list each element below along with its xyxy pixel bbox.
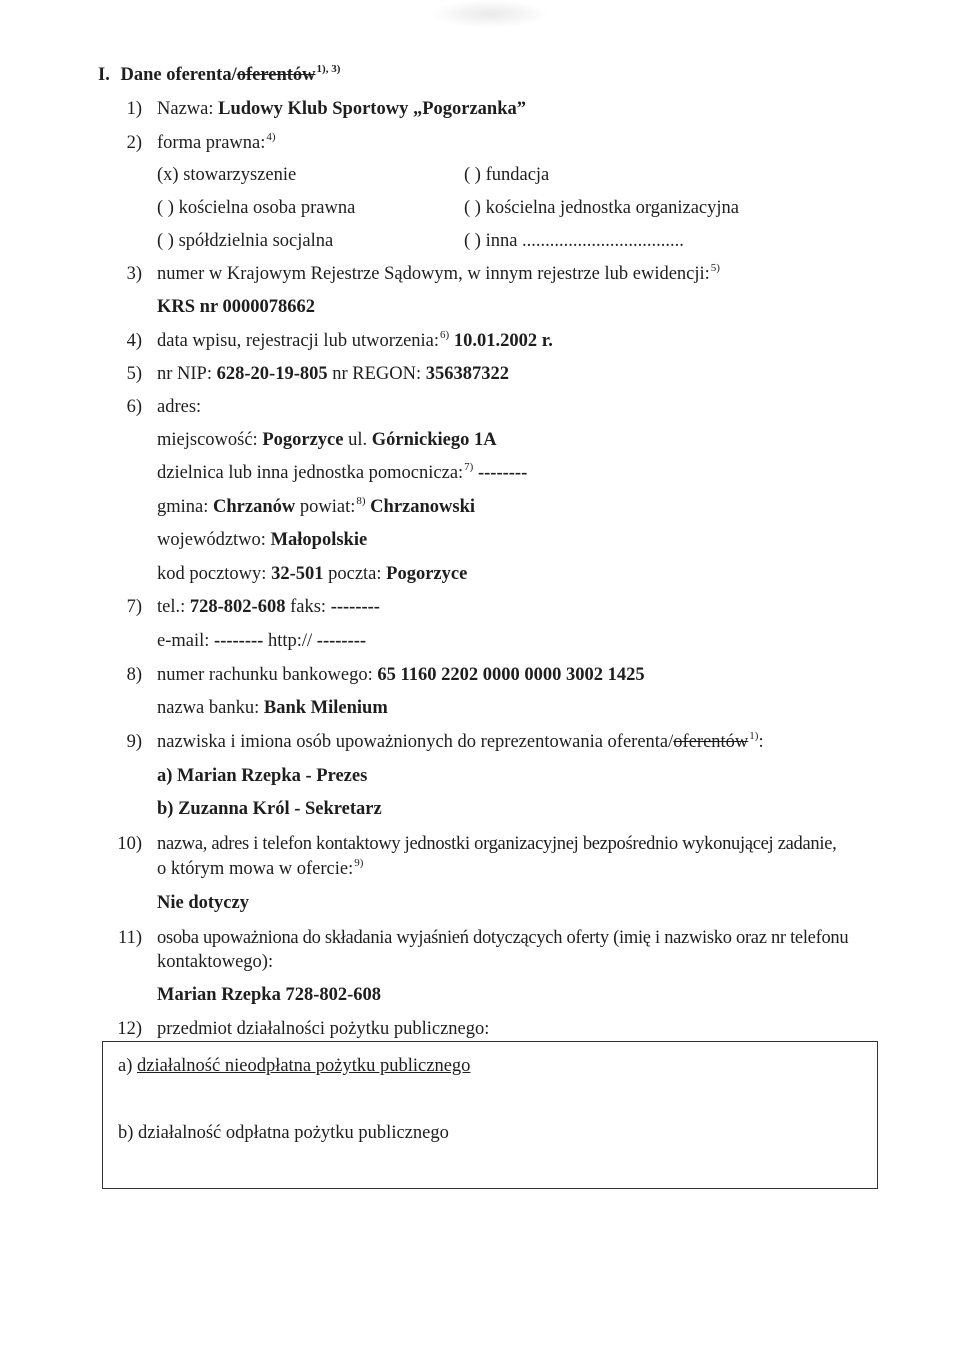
regon-label: nr REGON:	[327, 364, 426, 384]
section-footnote: 1), 3)	[316, 63, 341, 75]
website-label: http://	[263, 631, 317, 651]
item-7-email-line	[157, 632, 366, 651]
contact-person-label-line1: osoba upoważniona do składania wyjaśnień dotyczących oferty (imię i nazwisko oraz nr telefonu	[157, 928, 849, 948]
item-12-number: 12)	[117, 1019, 142, 1039]
registry-footnote: 5)	[710, 262, 720, 274]
voivodeship-label: województwo:	[157, 530, 271, 550]
organization-name: Ludowy Klub Sportowy „Pogorzanka”	[218, 99, 526, 119]
registration-date-label: data wpisu, rejestracji lub utworzenia:	[157, 331, 440, 351]
option-church-legal-person: ( ) kościelna osoba prawna	[157, 198, 356, 218]
bank-account-value: 65 1160 2202 0000 0000 3002 1425	[377, 665, 645, 685]
section-title-struck: oferentów	[236, 65, 316, 85]
executing-unit-footnote: 9)	[354, 857, 364, 869]
executing-unit-value: Nie dotyczy	[157, 893, 249, 913]
krs-number: KRS nr 0000078662	[157, 297, 315, 317]
street-label: ul.	[343, 430, 372, 450]
public-benefit-label: przedmiot działalności pożytku publicznego:	[157, 1019, 490, 1039]
address-commune-line	[157, 495, 476, 517]
fax-label: faks:	[285, 597, 331, 617]
item-4	[157, 329, 553, 351]
county-value: Chrzanowski	[365, 497, 476, 517]
paid-activity-line: b) działalność odpłatna pożytku publicznego	[118, 1123, 449, 1143]
registry-label: numer w Krajowym Rejestrze Sądowym, w innym rejestrze lub ewidencji:	[157, 264, 710, 284]
item-2-number: 2)	[126, 133, 142, 153]
bank-account-label: numer rachunku bankowego:	[157, 665, 378, 685]
item-6-number: 6)	[126, 397, 142, 417]
town-value: Pogorzyce	[262, 430, 344, 450]
address-voivodeship-line	[157, 531, 367, 550]
street-value: Górnickiego 1A	[371, 430, 497, 450]
email-label: e-mail:	[157, 631, 215, 651]
representatives-colon: :	[758, 732, 764, 752]
item-3-number: 3)	[126, 264, 142, 284]
representative-b: b) Zuzanna Król - Sekretarz	[157, 799, 382, 819]
option-other: ( ) inna ...................................	[464, 231, 684, 251]
item-7-phone-line	[157, 598, 380, 617]
name-label: Nazwa:	[157, 99, 219, 119]
phone-value: 728-802-608	[189, 597, 286, 617]
bank-name-value: Bank Milenium	[263, 698, 388, 718]
item-5	[157, 365, 509, 384]
executing-unit-label-line1: nazwa, adres i telefon kontaktowy jednostki organizacyjnej bezpośrednio wykonującej zadanie,	[157, 834, 837, 854]
commune-label: gmina:	[157, 497, 214, 517]
address-postal-line	[157, 565, 467, 584]
address-town-line	[157, 431, 497, 450]
unpaid-activity-text: działalność nieodpłatna pożytku publicznego	[137, 1056, 471, 1076]
legal-form-label: forma prawna:	[157, 133, 266, 153]
address-label: adres:	[157, 397, 202, 417]
website-value: --------	[316, 631, 367, 651]
county-footnote: 8)	[356, 495, 366, 507]
item-8	[157, 666, 645, 685]
postal-code-label: kod pocztowy:	[157, 564, 272, 584]
item-10-number: 10)	[117, 834, 142, 854]
registration-date: 10.01.2002 r.	[453, 331, 553, 351]
section-number: I.	[98, 65, 110, 85]
option-church-unit: ( ) kościelna jednostka organizacyjna	[464, 198, 739, 218]
district-footnote: 7)	[464, 461, 474, 473]
representatives-label: nazwiska i imiona osób upoważnionych do reprezentowania oferenta/	[157, 732, 674, 752]
registration-date-footnote: 6)	[440, 329, 450, 341]
option-social-cooperative: ( ) spółdzielnia socjalna	[157, 231, 334, 251]
post-office-label: poczta:	[323, 564, 387, 584]
item-8-number: 8)	[126, 665, 142, 685]
district-value: --------	[473, 463, 528, 483]
representative-a: a) Marian Rzepka - Prezes	[157, 766, 368, 786]
item-9-number: 9)	[126, 732, 142, 752]
item-1	[157, 100, 526, 119]
nip-value: 628-20-19-805	[216, 364, 328, 384]
item-5-number: 5)	[126, 364, 142, 384]
unpaid-activity-prefix: a)	[118, 1056, 137, 1076]
voivodeship-value: Małopolskie	[270, 530, 368, 550]
regon-value: 356387322	[425, 364, 510, 384]
contact-person-label-line2: kontaktowego):	[157, 952, 274, 972]
item-4-number: 4)	[126, 331, 142, 351]
unpaid-activity-line	[118, 1057, 470, 1076]
scan-smudge	[430, 0, 550, 28]
item-11-number: 11)	[118, 928, 142, 948]
bank-name-label: nazwa banku:	[157, 698, 264, 718]
executing-unit-label-text: o którym mowa w ofercie:	[157, 859, 354, 879]
contact-person-value: Marian Rzepka 728-802-608	[157, 985, 382, 1005]
item-9	[157, 730, 764, 752]
representatives-label-struck: oferentów	[673, 732, 749, 752]
option-foundation: ( ) fundacja	[464, 165, 550, 185]
item-3	[157, 262, 720, 284]
option-association: (x) stowarzyszenie	[157, 165, 297, 185]
phone-label: tel.:	[157, 597, 190, 617]
fax-value: --------	[330, 597, 380, 617]
county-label: powiat:	[295, 497, 356, 517]
executing-unit-label-line2	[157, 857, 364, 879]
section-heading	[98, 63, 341, 85]
address-district-line	[157, 461, 528, 483]
section-title: Dane oferenta/	[120, 65, 237, 85]
commune-value: Chrzanów	[213, 497, 296, 517]
item-2	[157, 131, 276, 153]
bank-name-line	[157, 699, 388, 718]
item-7-number: 7)	[126, 597, 142, 617]
email-value: --------	[214, 631, 264, 651]
post-office-value: Pogorzyce	[386, 564, 468, 584]
legal-form-footnote: 4)	[266, 131, 276, 143]
postal-code-value: 32-501	[271, 564, 324, 584]
nip-label: nr NIP:	[157, 364, 217, 384]
town-label: miejscowość:	[157, 430, 263, 450]
district-label: dzielnica lub inna jednostka pomocnicza:	[157, 463, 464, 483]
representatives-footnote: 1)	[749, 730, 759, 742]
item-1-number: 1)	[126, 99, 142, 119]
